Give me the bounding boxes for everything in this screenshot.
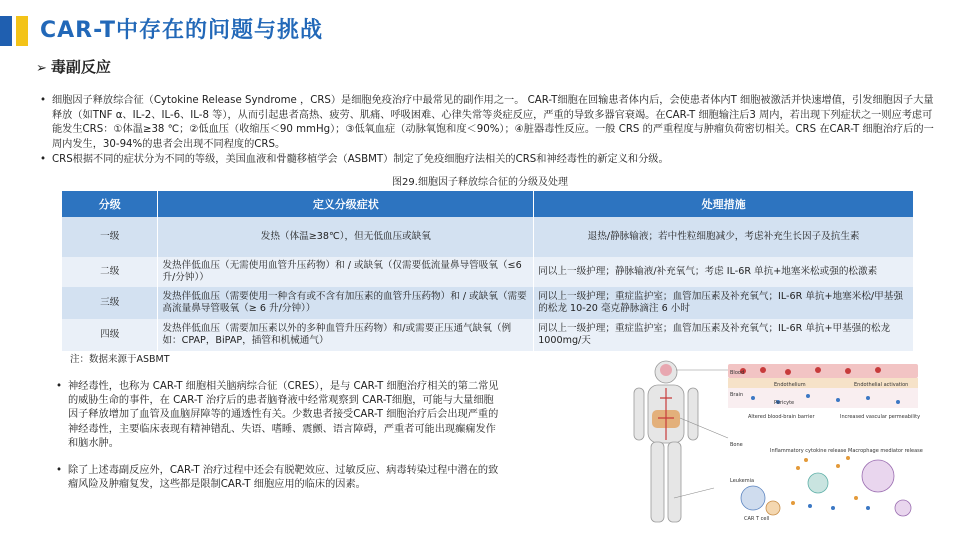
lower-paragraphs	[54, 380, 499, 505]
cell-treatment: 同以上一级护理；静脉输液/补充氧气；考虑 IL-6R 单抗+地塞米松或强的松激素	[534, 257, 914, 287]
tag-car-t-cell: CAR T cell	[744, 516, 770, 522]
paragraph-neurotoxicity: • 神经毒性，也称为 CAR-T 细胞相关脑病综合征（CRES），是与 CAR-T 细胞治疗相关的第二常见的威胁生命的事件，在 CAR-T 治疗后的患者脑脊液中经常观察到 CAR-T细胞，可能与大量细胞因子释放增加了血管及血脑屏障等的通透性有关。少数患者接受CAR-T 细胞治疗后会出现严重的神经毒性，主要临床表现有精神错乱、失语、嗜睡、震颤、语言障碍，严重者可能出现癫痫发作和脑水肿。	[56, 381, 499, 449]
crs-grade-table	[62, 191, 914, 351]
tag-pericyte: Pericyte	[774, 400, 795, 406]
tag-leukemia: Leukemia	[730, 478, 755, 484]
tag-brain: Brain	[730, 392, 744, 398]
arrow-bullet-icon: ➢	[36, 61, 47, 76]
header-treatment: 处理措施	[534, 191, 914, 217]
cell-definition: 发热（体温≥38℃），但无低血压或缺氧	[158, 217, 534, 257]
cell-treatment: 同以上一级护理；重症监护室；血管加压素及补充氧气；IL-6R 单抗+甲基强的松龙1000mg/天	[534, 319, 914, 351]
cell-treatment: 退热/静脉输液；若中性粒细胞减少，考虑补充生长因子及抗生素	[534, 217, 914, 257]
cell-definition: 发热伴低血压（需要加压素以外的多种血管升压药物）和/或需要正压通气缺氧（例如：CPAP，BiPAP，插管和机械通气）	[158, 319, 534, 351]
section-title: 毒副反应	[50, 58, 111, 76]
tag-endothelium: Endothelium	[774, 382, 806, 388]
header-grade: 分级	[62, 191, 158, 217]
tag-increased-permeability: Increased vascular permeability	[840, 414, 921, 420]
tag-bone: Bone	[730, 442, 743, 448]
bullet-icon: •	[40, 95, 47, 106]
cell-treatment: 同以上一级护理；重症监护室；血管加压素及补充氧气；IL-6R 单抗+地塞米松/甲基强的松龙 10-20 毫克静脉滴注 6 小时	[534, 287, 914, 319]
cell-grade: 四级	[62, 319, 158, 351]
cell-grade: 一级	[62, 217, 158, 257]
title-accent-yellow	[16, 16, 28, 46]
title-accent-blue	[0, 16, 12, 46]
paragraph-crs-definition: • 细胞因子释放综合征（Cytokine Release Syndrome ，CRS）是细胞免疫治疗中最常见的副作用之一。 CAR-T细胞在回输患者体内后，会使患者体内T 细胞被激活并快速增值，引发细胞因子大量释放（如TNF α、IL-2、IL-6、IL-8 等），从而引起患者高热、疲劳、肌痛、呼吸困难、心律失常等炎症反应，严重的导致多器官衰竭。在CAR-T 细胞输注后3 周内，若出现下列症状之一则应考虑可能发生CRS：①体温≥38 ℃；②低血压（收缩压＜90 mmHg）；③低氧血症（动脉氧饱和度＜90%）；④脏器毒性反应。一般 CRS 的严重程度与肿瘤负荷密切相关。CRS 在CAR-T 细胞治疗后的一周内发生，30-94%的患者会出现不同程度的CRS。	[40, 95, 934, 150]
table-caption: 图29.细胞因子释放综合征的分级及处理	[392, 177, 568, 188]
table-row	[62, 287, 914, 319]
table-header-row	[62, 191, 914, 217]
table-row	[62, 257, 914, 287]
tag-macrophage-release: Macrophage mediator release	[848, 448, 923, 454]
cell-definition: 发热伴低血压（无需使用血管升压药物）和 / 或缺氧（仅需要低流量鼻导管吸氧（≤6 升/分钟））	[158, 257, 534, 287]
tag-endothelial-activation: Endothelial activation	[854, 382, 909, 388]
table-row	[62, 217, 914, 257]
cell-grade: 三级	[62, 287, 158, 319]
crs-neurotoxicity-figure	[548, 358, 930, 526]
bullet-icon: •	[56, 381, 63, 392]
page-title: CAR-T中存在的问题与挑战	[40, 18, 324, 43]
cell-grade: 二级	[62, 257, 158, 287]
paragraph-crs-grading: • CRS根据不同的症状分为不同的等级，美国血液和骨髓移植学会（ASBMT）制定了免疫细胞疗法相关的CRS和神经毒性的新定义和分级。	[38, 153, 938, 168]
table-source-note: 注：数据来源于ASBMT	[70, 354, 170, 365]
section-heading	[36, 56, 111, 77]
tag-inflammatory-release: Inflammatory cytokine release	[770, 448, 847, 454]
tag-altered-bbb: Altered blood-brain barrier	[748, 414, 815, 420]
intro-paragraphs	[38, 94, 938, 169]
cell-definition: 发热伴低血压（需要使用一种含有或不含有加压素的血管升压药物）和 / 或缺氧（需要高流量鼻导管吸氧（≥ 6 升/分钟））	[158, 287, 534, 319]
brain-icon	[660, 364, 672, 376]
bullet-icon: •	[56, 465, 63, 477]
header-definition: 定义分级症状	[158, 191, 534, 217]
table-row	[62, 319, 914, 351]
paragraph-other-effects: • 除了上述毒副反应外，CAR-T 治疗过程中还会有脱靶效应、过敏反应、病毒转染过程中潜在的致瘤风险及肿瘤复发，这些都是限制CAR-T 细胞应用的临床的因素。	[56, 465, 499, 491]
tag-blood: Blood	[730, 370, 745, 376]
bullet-icon: •	[40, 154, 47, 165]
